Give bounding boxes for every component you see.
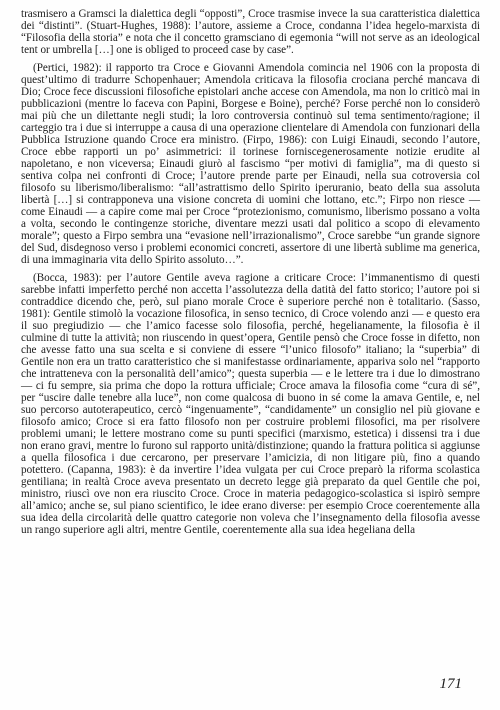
paragraph-3: (Bocca, 1983): per l’autore Gentile aveva ragione a criticare Croce: l’immanentismo di questi sarebbe infatti imperfetto perché non accetta l’assolutezza della datità del fatto storico; l’autore poi si contraddice dicendo che, però, sul piano morale Croce è superiore perché non è totalitario. (Sasso, 1981): Gentile stimolò la vocazione filosofica, in senso tecnico, di Croce volendo anzi — e questo era il suo pregiudizio — che l’amico facesse solo filosofia, perché, hegelianamente, la filosofia è il culmine di tutte la attività; non riuscendo in quest’opera, Gentile pensò che Croce fosse in difetto, non che avesse fatto una sua scelta e si conviene di essere “l’unico filosofo” italiano; la “superbia” di Gentile non era un tratto caratteristico che si manifestasse ordinariamente, appariva solo nel “rapporto che intratteneva con la personalità dell’amico”; questa superbia — e le lettere tra i due lo dimostrano — ci fu sempre, sia prima che dopo la rottura ufficiale; Croce amava la filosofia come “cura di sé”, per “uscire dalle tenebre alla luce”, non come qualcosa di buono in sé come la amava Gentile, e, nel suo percorso autoterapeutico, cercò “ingenuamente”, “candidamente” un consiglio nel più giovane e filosofo amico; Croce si era fatto filosofo non per costruire problemi filosofici, ma per risolvere problemi umani; le lettere mostrano come su punti specifici (marxismo, estetica) i dissensi tra i due non erano gravi, mentre lo furono sul rapporto unità/distinzione; quando la frattura politica si aggiunse a quella filosofica i due cercarono, per preservare l’amicizia, di non litigare più, fino a quando potettero. (Capanna, 1983): è da invertire l’idea vulgata per cui Croce preparò la riforma scolastica gentiliana; in realtà Croce aveva presentato un decreto legge già preparato da quel Gentile che poi, ministro, riuscì ove non era riuscito Croce. Croce in materia pedagogico-scolastica si ispirò sempre all’amico; anche se, sul piano scientifico, le idee erano diverse: per esempio Croce coerentemente alla sua idea della circolarità delle quattro categorie non voleva che l’insegnamento della filosofia avesse un rango superiore agli altri, mentre Gentile, coerentemente alla sua idea hegeliana della xyxy=(21,272,480,536)
page-number: 171 xyxy=(439,676,462,692)
body-text xyxy=(21,8,480,536)
paragraph-1: trasmisero a Gramsci la dialettica degli “opposti”, Croce trasmise invece la sua caratteristica dialettica dei “distinti”. (Stuart-Hughes, 1988): l’autore, assieme a Croce, condanna l’idea hegelo-marxista di “Filosofia della storia” e nota che il concetto gramsciano di egemonia “will not serve as an ideological tent or umbrella […] one is obliged to proceed case by case”. xyxy=(21,8,480,56)
paragraph-2: (Pertici, 1982): il rapporto tra Croce e Giovanni Amendola comincia nel 1906 con la proposta di quest’ultimo di tradurre Schopenhauer; Amendola criticava la filosofia crociana perché mancava di Dio; Croce fece discussioni filosofiche epistolari anche accese con Amendola, ma non lo criticò mai in pubblicazioni (mentre lo faceva con Papini, Borgese e Boine), perché? Forse perché non lo considerò mai più che un dilettante negli studi; la loro controversia continuò sul tema sentimento/ragione; il carteggio tra i due si interruppe a causa di una operazione clientelare di Amendola con funzionari della Pubblica Istruzione quando Croce era ministro. (Firpo, 1986): con Luigi Einaudi, secondo l’autore, Croce ebbe rapporti un po’ asimmetrici: il torinese forniscegenerosamente notizie erudite al napoletano, e non viceversa; Einaudi giurò al fascismo “per motivi di famiglia”, ma di questo si sentiva colpa nei confronti di Croce; l’autore prende parte per Einaudi, nella sua cotroversia col filosofo su liberismo/liberalismo: “all’astrattismo dello Spirito iperuranio, beato della sua assoluta libertà […] si contrapponeva una visione concreta di uomini che lottano, etc.”; Firpo non riesce — come Einaudi — a capire come mai per Croce “protezionismo, comunismo, liberismo possano a volta a volta, secondo le contingenze storiche, diventare mezzi usati dal politico a scopo di elevamento morale”; questo a Firpo sembra una “evasione nell’irrazionalismo”, Croce sarebbe “un grande signore del Sud, disdegnoso verso i problemi economici concreti, assertore di une libertà sublime ma generica, di una immaginaria vita dello Spirito assoluto…”. xyxy=(21,62,480,266)
